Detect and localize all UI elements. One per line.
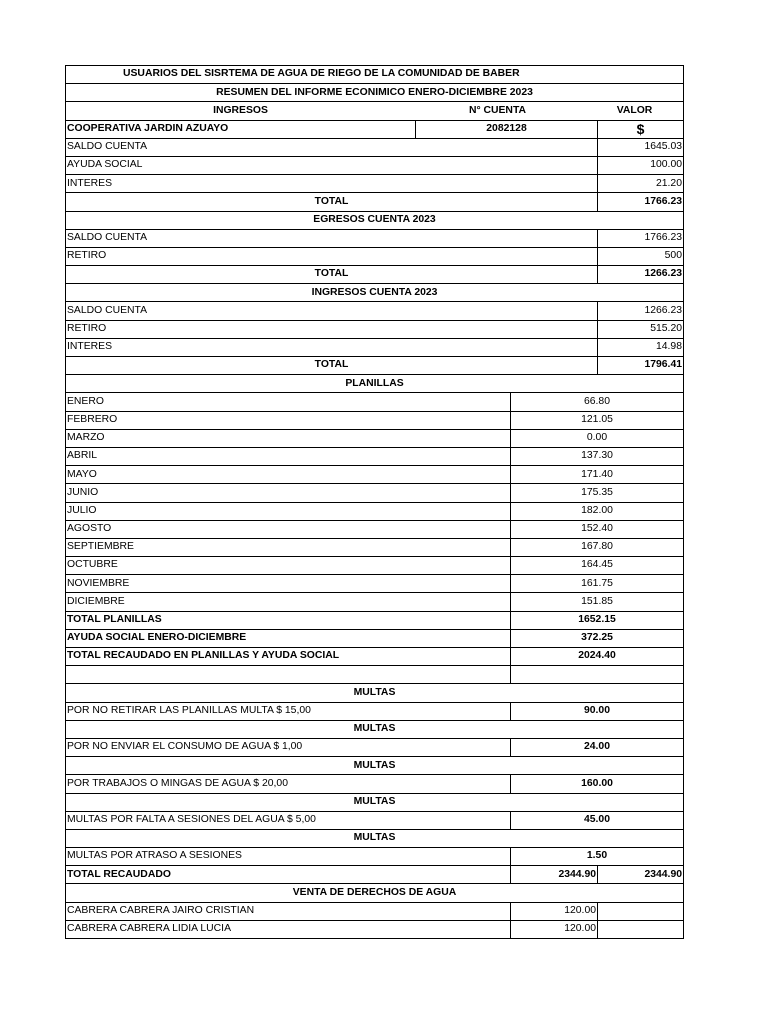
egresos-row-label: RETIRO [67, 250, 107, 262]
empty-cell [597, 921, 683, 938]
empty-cell [597, 903, 683, 920]
month-row [65, 412, 684, 430]
ingresos-2023-row-value: 515.20 [597, 321, 683, 338]
ingresos-total-row [65, 193, 684, 211]
entity-name: COOPERATIVA JARDIN AZUAYO [67, 122, 229, 134]
ingresos-total-label: TOTAL [314, 195, 349, 207]
ingresos-row-label: AYUDA SOCIAL [67, 159, 143, 171]
month-row [65, 430, 684, 448]
ingresos-total-value: 1766.23 [597, 193, 683, 210]
multa-value: 1.50 [510, 848, 683, 865]
total-planillas-row [65, 612, 684, 630]
ingresos-2023-row [65, 321, 684, 339]
total-recaudado-planillas-row [65, 648, 684, 666]
month-row [65, 575, 684, 593]
account-number: 2082128 [415, 121, 597, 138]
egresos-heading: EGRESOS CUENTA 2023 [313, 213, 436, 225]
venta-row [65, 921, 684, 939]
venta-value: 120.00 [510, 903, 597, 920]
ingresos-2023-total-value: 1796.41 [597, 357, 683, 374]
multas-heading-row [65, 830, 684, 848]
column-header-row [65, 102, 684, 120]
empty-cell [510, 666, 683, 683]
multas-heading: MULTAS [353, 686, 396, 698]
multa-row [65, 739, 684, 757]
ingresos-2023-row-label: SALDO CUENTA [67, 304, 148, 316]
multas-heading: MULTAS [353, 723, 396, 735]
planillas-heading: PLANILLAS [345, 377, 404, 389]
ingresos-row-label: SALDO CUENTA [67, 141, 148, 153]
venta-heading: VENTA DE DERECHOS DE AGUA [292, 886, 457, 898]
month-row [65, 503, 684, 521]
month-label: OCTUBRE [67, 559, 118, 571]
title-row [65, 66, 684, 84]
ingresos-row-value: 100.00 [597, 157, 683, 174]
multa-row [65, 812, 684, 830]
month-label: ENERO [67, 395, 104, 407]
total-recaudado-planillas-value: 2024.40 [510, 648, 683, 665]
egresos-heading-row [65, 212, 684, 230]
egresos-row-label: SALDO CUENTA [67, 232, 148, 244]
month-value: 151.85 [510, 593, 683, 610]
month-label: MAYO [67, 468, 97, 480]
month-row [65, 557, 684, 575]
total-planillas-value: 1652.15 [510, 612, 683, 629]
multa-row [65, 775, 684, 793]
ingresos-2023-total-label: TOTAL [314, 359, 349, 371]
ingresos-row [65, 157, 684, 175]
ingresos-2023-row-value: 14.98 [597, 339, 683, 356]
empty-row [65, 666, 684, 684]
month-value: 167.80 [510, 539, 683, 556]
month-label: SEPTIEMBRE [67, 541, 134, 553]
month-row [65, 466, 684, 484]
month-label: DICIEMBRE [67, 595, 125, 607]
month-label: ABRIL [67, 450, 98, 462]
column-header-ingresos: INGRESOS [213, 104, 268, 116]
ingresos-2023-row [65, 302, 684, 320]
ingresos-2023-row-label: INTERES [67, 341, 113, 353]
summary-table [65, 65, 684, 939]
subtitle-row [65, 84, 684, 102]
total-recaudado-label: TOTAL RECAUDADO [67, 868, 171, 880]
venta-name: CABRERA CABRERA JAIRO CRISTIAN [67, 905, 255, 917]
multa-row [65, 848, 684, 866]
report-title: USUARIOS DEL SISRTEMA DE AGUA DE RIEGO DE LA COMUNIDAD DE BABER [123, 68, 520, 80]
ingresos-2023-total-row [65, 357, 684, 375]
month-value: 152.40 [510, 521, 683, 538]
egresos-total-label: TOTAL [314, 268, 349, 280]
month-value: 164.45 [510, 557, 683, 574]
egresos-row-value: 500 [597, 248, 683, 265]
month-row [65, 539, 684, 557]
multa-value: 160.00 [510, 775, 683, 792]
multas-heading: MULTAS [353, 832, 396, 844]
month-label: MARZO [67, 432, 105, 444]
egresos-row-value: 1766.23 [597, 230, 683, 247]
multas-heading-row [65, 794, 684, 812]
ayuda-social-label: AYUDA SOCIAL ENERO-DICIEMBRE [67, 632, 247, 644]
month-value: 175.35 [510, 484, 683, 501]
ingresos-2023-row-label: RETIRO [67, 323, 107, 335]
month-row [65, 484, 684, 502]
ingresos-2023-heading: INGRESOS CUENTA 2023 [311, 286, 438, 298]
month-value: 161.75 [510, 575, 683, 592]
multas-heading-row [65, 721, 684, 739]
month-value: 121.05 [510, 412, 683, 429]
ayuda-social-row [65, 630, 684, 648]
multa-label: POR NO RETIRAR LAS PLANILLAS MULTA $ 15,00 [67, 704, 311, 716]
egresos-row [65, 248, 684, 266]
egresos-total-value: 1266.23 [597, 266, 683, 283]
month-value: 171.40 [510, 466, 683, 483]
venta-row [65, 903, 684, 921]
multas-heading: MULTAS [353, 759, 396, 771]
ingresos-row [65, 139, 684, 157]
multa-value: 90.00 [510, 703, 683, 720]
ingresos-2023-row-value: 1266.23 [597, 302, 683, 319]
column-header-cuenta: N° CUENTA [468, 104, 527, 116]
month-label: JUNIO [67, 486, 99, 498]
multa-value: 45.00 [510, 812, 683, 829]
total-recaudado-row [65, 866, 684, 884]
multa-label: POR TRABAJOS O MINGAS DE AGUA $ 20,00 [67, 777, 288, 789]
multas-heading-row [65, 684, 684, 702]
ingresos-row [65, 175, 684, 193]
multa-row [65, 703, 684, 721]
planillas-heading-row [65, 375, 684, 393]
venta-value: 120.00 [510, 921, 597, 938]
ingresos-row-value: 21.20 [597, 175, 683, 192]
ingresos-row-value: 1645.03 [597, 139, 683, 156]
egresos-total-row [65, 266, 684, 284]
month-label: NOVIEMBRE [67, 577, 130, 589]
total-recaudado-planillas-label: TOTAL RECAUDADO EN PLANILLAS Y AYUDA SOCIAL [67, 650, 340, 662]
ingresos-row-label: INTERES [67, 177, 113, 189]
multa-value: 24.00 [510, 739, 683, 756]
multa-label: MULTAS POR ATRASO A SESIONES [67, 850, 242, 862]
month-row [65, 521, 684, 539]
month-label: JULIO [67, 504, 97, 516]
month-value: 66.80 [510, 393, 683, 410]
venta-name: CABRERA CABRERA LIDIA LUCIA [67, 923, 231, 935]
total-planillas-label: TOTAL PLANILLAS [67, 614, 162, 626]
total-recaudado-total: 2344.90 [597, 866, 683, 883]
month-label: AGOSTO [67, 523, 112, 535]
month-row [65, 448, 684, 466]
multas-heading: MULTAS [353, 795, 396, 807]
month-row [65, 393, 684, 411]
venta-heading-row [65, 884, 684, 902]
month-label: FEBRERO [67, 413, 118, 425]
ayuda-social-value: 372.25 [510, 630, 683, 647]
multa-label: MULTAS POR FALTA A SESIONES DEL AGUA $ 5,00 [67, 814, 316, 826]
month-row [65, 593, 684, 611]
ingresos-2023-row [65, 339, 684, 357]
account-row [65, 121, 684, 139]
empty-cell [66, 666, 510, 683]
multa-label: POR NO ENVIAR EL CONSUMO DE AGUA $ 1,00 [67, 741, 303, 753]
column-header-valor: VALOR [616, 104, 653, 116]
egresos-row [65, 230, 684, 248]
month-value: 137.30 [510, 448, 683, 465]
month-value: 182.00 [510, 503, 683, 520]
multas-heading-row [65, 757, 684, 775]
report-subtitle: RESUMEN DEL INFORME ECONIMICO ENERO-DICIEMBRE 2023 [216, 86, 533, 98]
total-recaudado-subtotal: 2344.90 [510, 866, 597, 883]
currency-symbol: $ [597, 121, 683, 138]
month-value: 0.00 [510, 430, 683, 447]
ingresos-2023-heading-row [65, 284, 684, 302]
